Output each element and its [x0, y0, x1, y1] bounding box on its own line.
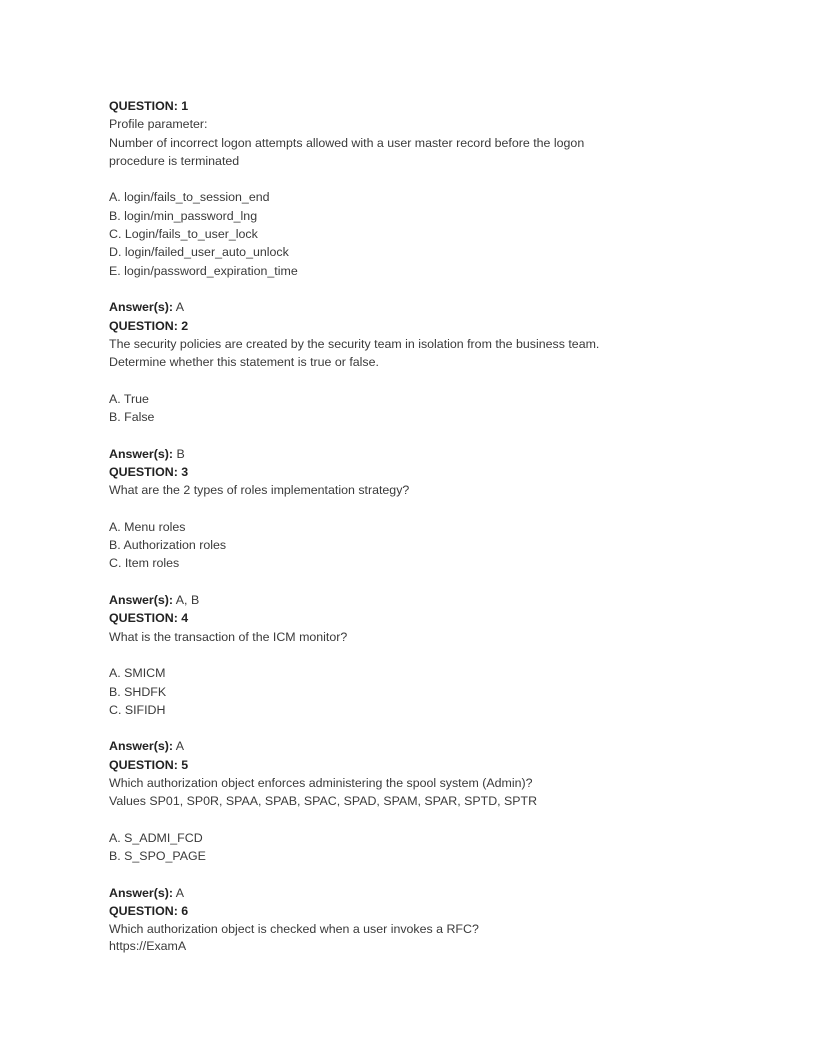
answer-label: Answer(s): [109, 739, 174, 754]
options-list [109, 829, 769, 866]
question-block [109, 317, 769, 463]
cut-off-text-line [109, 938, 769, 953]
option-item: A. SMICM [109, 666, 166, 681]
cut-off-text: https://ExamA [109, 938, 187, 953]
answer-line [109, 591, 769, 609]
option-item: A. login/fails_to_session_end [109, 190, 270, 205]
options-list [109, 664, 769, 719]
answer-value: A [175, 739, 185, 754]
question-block [109, 609, 769, 755]
question-title: QUESTION: 2 [109, 318, 189, 333]
answer-line [109, 445, 769, 463]
question-title: QUESTION: 3 [109, 464, 189, 479]
answer-label: Answer(s): [109, 446, 174, 461]
question-block [109, 902, 769, 953]
option-item: B. S_SPO_PAGE [109, 849, 206, 864]
question-title: QUESTION: 6 [109, 904, 189, 919]
question-text-line: Which authorization object enforces administering the spool system (Admin)? [109, 775, 533, 790]
question-text-line: procedure is terminated [109, 153, 240, 168]
question-block [109, 463, 769, 609]
answer-label: Answer(s): [109, 300, 174, 315]
option-item: B. False [109, 410, 155, 425]
question-text-line: The security policies are created by the security team in isolation from the business team. [109, 336, 600, 351]
option-item: B. login/min_password_lng [109, 208, 258, 223]
question-title: QUESTION: 4 [109, 611, 189, 626]
question-text-line: Which authorization object is checked when a user invokes a RFC? [109, 922, 479, 937]
document-page [109, 97, 769, 953]
option-item: B. Authorization roles [109, 538, 227, 553]
question-text-line: Values SP01, SP0R, SPAA, SPAB, SPAC, SPAD, SPAM, SPAR, SPTD, SPTR [109, 794, 538, 809]
answer-value: B [176, 446, 185, 461]
question-title: QUESTION: 1 [109, 99, 189, 113]
option-item: A. Menu roles [109, 519, 186, 534]
question-text-line: Number of incorrect logon attempts allowed with a user master record before the logon [109, 135, 585, 150]
answer-value: A, B [175, 593, 200, 608]
answer-line [109, 737, 769, 755]
option-item: C. Item roles [109, 556, 180, 571]
option-item: D. login/failed_user_auto_unlock [109, 245, 289, 260]
option-item: E. login/password_expiration_time [109, 263, 298, 278]
answer-line [109, 884, 769, 902]
question-text-line: What is the transaction of the ICM monitor? [109, 629, 348, 644]
question-block [109, 97, 769, 317]
option-item: C. SIFIDH [109, 702, 166, 717]
question-title: QUESTION: 5 [109, 757, 189, 772]
answer-value: A [175, 300, 185, 315]
question-text-line: Profile parameter: [109, 117, 208, 132]
options-list [109, 390, 769, 427]
question-text-line: What are the 2 types of roles implementation strategy? [109, 483, 410, 498]
answer-label: Answer(s): [109, 593, 174, 608]
options-list [109, 188, 769, 279]
answer-value: A [175, 885, 185, 900]
answer-label: Answer(s): [109, 885, 174, 900]
answer-line [109, 298, 769, 316]
options-list [109, 518, 769, 573]
question-text-line: Determine whether this statement is true or false. [109, 355, 379, 370]
option-item: C. Login/fails_to_user_lock [109, 227, 258, 242]
option-item: B. SHDFK [109, 684, 167, 699]
option-item: A. S_ADMI_FCD [109, 830, 203, 845]
option-item: A. True [109, 391, 149, 406]
question-block [109, 756, 769, 902]
